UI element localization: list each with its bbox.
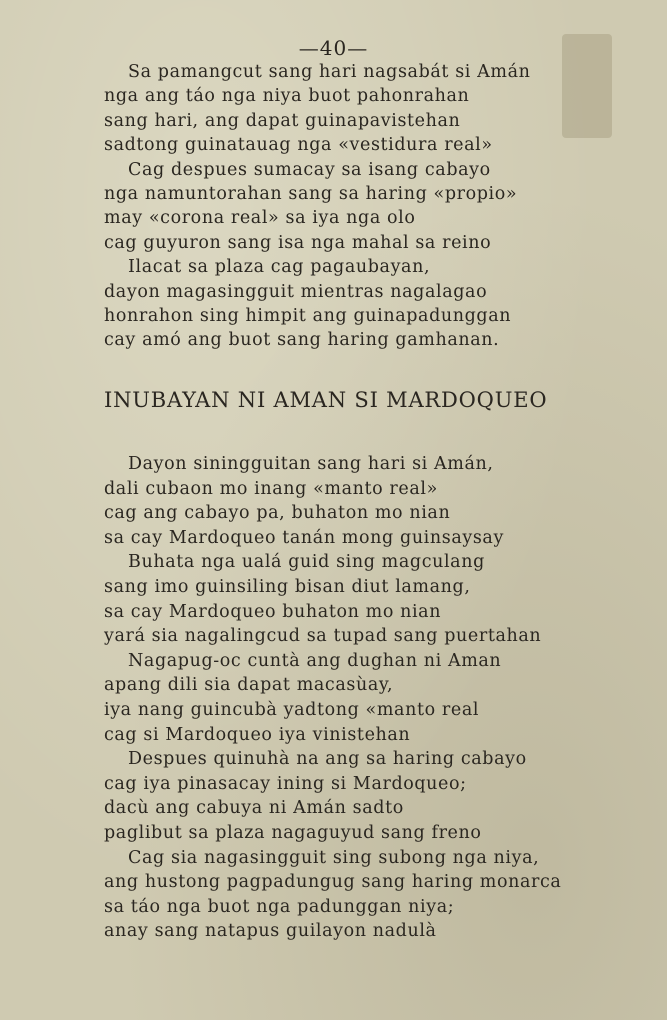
text-line: sa cay Mardoqueo buhaton mo nian bbox=[104, 601, 442, 622]
text-line: dacù ang cabuya ni Amán sadto bbox=[104, 798, 404, 819]
section-heading: INUBAYAN NI AMAN SI MARDOQUEO bbox=[104, 388, 548, 412]
text-line: sadtong guinatauag nga «vestidura real» bbox=[104, 135, 493, 156]
text-line: cag iya pinasacay ining si Mardoqueo; bbox=[104, 773, 467, 794]
text-line: Sa pamangcut sang hari nagsabát si Amán bbox=[128, 62, 531, 82]
text-line: apang dili sia dapat macasùay, bbox=[104, 675, 394, 696]
text-line: honrahon sing himpit ang guinapadunggan bbox=[104, 305, 512, 326]
text-line: ang hustong pagpadungug sang haring monarca bbox=[104, 872, 562, 893]
text-line: cag ang cabayo pa, buhaton mo nian bbox=[104, 503, 451, 524]
text-line: Buhata nga ualá guid sing magculang bbox=[128, 552, 485, 573]
text-line: dayon magasingguit mientras nagalagao bbox=[104, 281, 488, 302]
page-number: —40— bbox=[298, 36, 369, 60]
text-line: anay sang natapus guilayon nadulà bbox=[104, 921, 437, 942]
text-line: Ilacat sa plaza cag pagaubayan, bbox=[128, 257, 431, 278]
text-line: yará sia nagalingcud sa tupad sang puertahan bbox=[104, 626, 542, 647]
text-line: dali cubaon mo inang «manto real» bbox=[104, 478, 438, 499]
text-line: sa cay Mardoqueo tanán mong guinsaysay bbox=[104, 527, 504, 548]
text-line: Cag despues sumacay sa isang cabayo bbox=[128, 159, 491, 180]
text-line: cag si Mardoqueo iya vinistehan bbox=[104, 724, 411, 745]
text-line: sang imo guinsiling bisan diut lamang, bbox=[104, 576, 471, 597]
text-line: nga ang táo nga niya buot pahonrahan bbox=[104, 86, 470, 107]
text-line: iya nang guincubà yadtong «manto real bbox=[104, 699, 480, 720]
text-line: sa táo nga buot nga padunggan niya; bbox=[104, 896, 455, 917]
text-line: Nagapug-oc cuntà ang dughan ni Aman bbox=[128, 650, 502, 671]
text-line: may «corona real» sa iya nga olo bbox=[104, 208, 416, 229]
text-line: Despues quinuhà na ang sa haring cabayo bbox=[128, 749, 527, 770]
text-line: cay amó ang buot sang haring gamhanan. bbox=[104, 330, 500, 351]
text-line: cag guyuron sang isa nga mahal sa reino bbox=[104, 232, 492, 253]
text-line: Dayon siningguitan sang hari si Amán, bbox=[128, 454, 494, 474]
text-line: nga namuntorahan sang sa haring «propio» bbox=[104, 183, 518, 204]
poem-text bbox=[104, 452, 604, 944]
text-line: Cag sia nagasingguit sing subong nga niya, bbox=[128, 847, 540, 868]
paragraph-text bbox=[104, 60, 604, 353]
text-line: sang hari, ang dapat guinapavistehan bbox=[104, 110, 461, 131]
text-line: paglibut sa plaza nagaguyud sang freno bbox=[104, 822, 482, 843]
